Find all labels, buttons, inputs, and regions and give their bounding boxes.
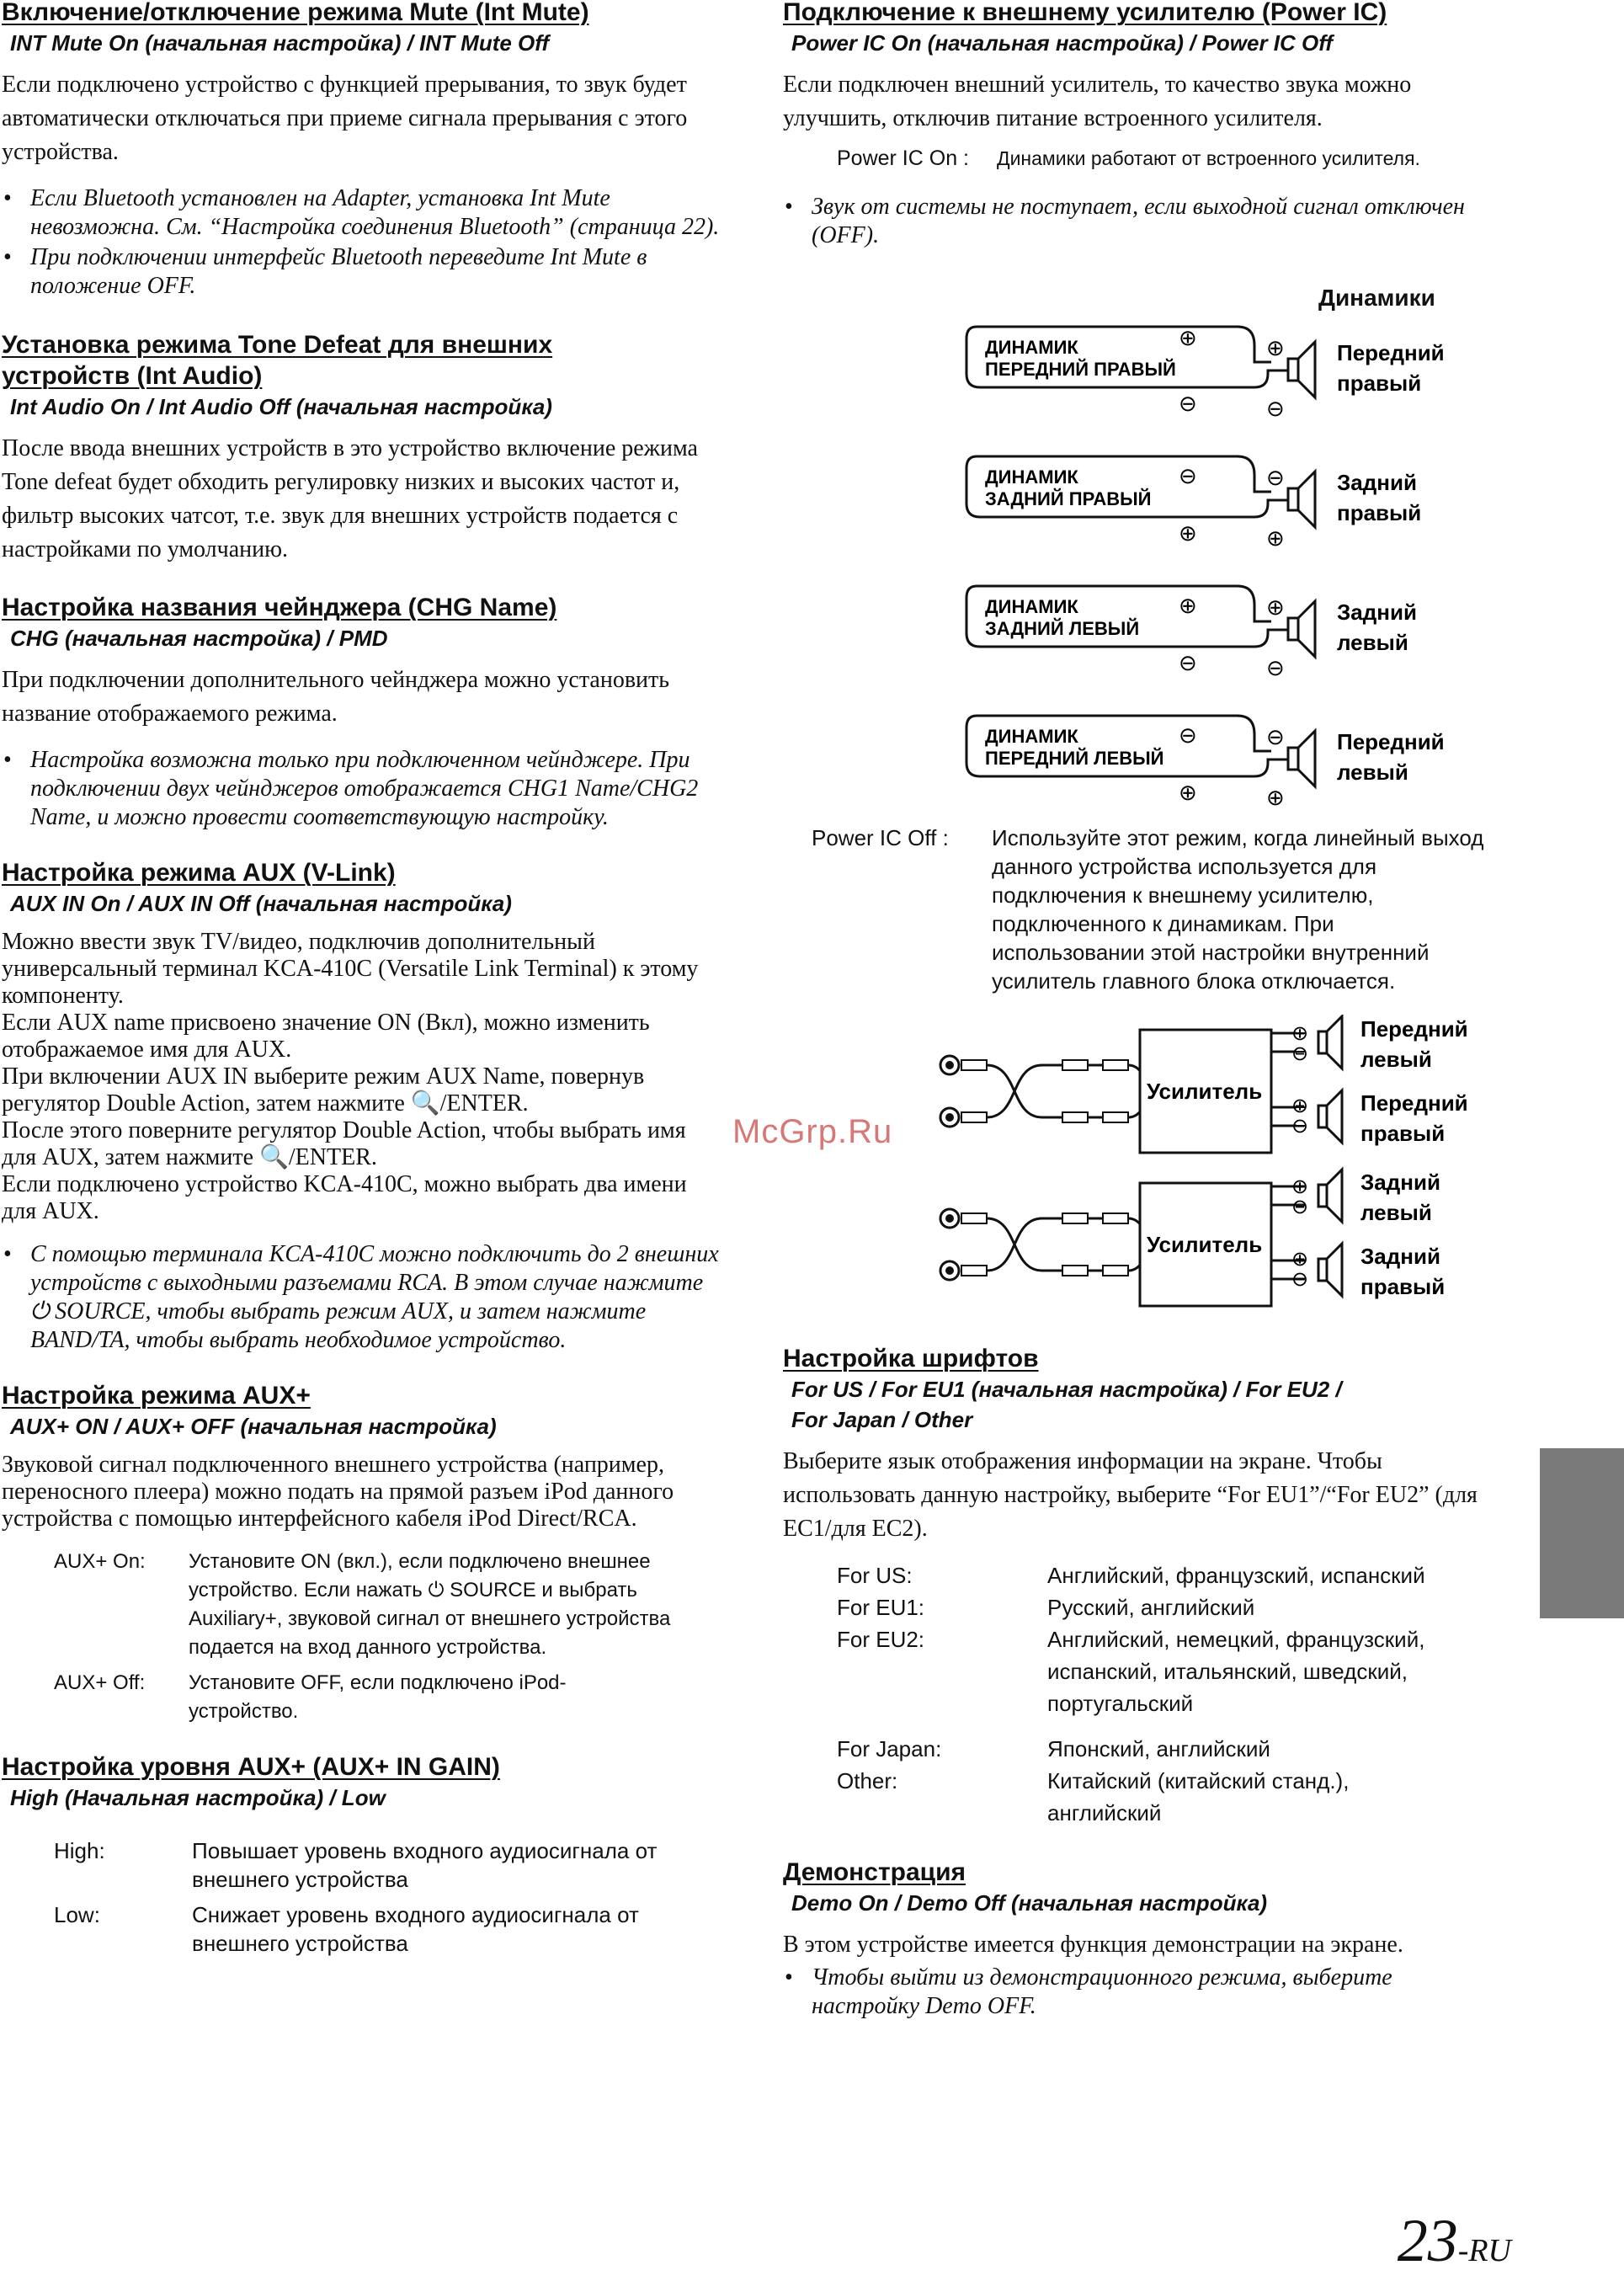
- rca-plug-icon: [1103, 1112, 1128, 1122]
- speaker-row-front-right: [966, 325, 1445, 421]
- speaker-icon: [1327, 1170, 1342, 1222]
- speaker-name-line2: ЗАДНИЙ ПРАВЫЙ: [985, 488, 1152, 509]
- definition-term: High:: [54, 1838, 105, 1863]
- section-chg-name: [2, 592, 726, 832]
- polarity-sign: ⊖: [1266, 465, 1285, 490]
- polarity-sign: ⊖: [1291, 1115, 1309, 1138]
- polarity-sign: ⊕: [1266, 785, 1285, 810]
- polarity-sign: ⊕: [1266, 335, 1285, 360]
- section-title: Настройка режима AUX+: [2, 1382, 311, 1410]
- section-title: Настройка режима AUX (V-Link): [2, 859, 396, 887]
- speaker-row-rear-left: [966, 586, 1417, 680]
- section-options: For US / For EU1 (начальная настройка) / For EU2 /: [791, 1377, 1342, 1402]
- definition-row: [837, 1591, 1499, 1623]
- notes-list: [783, 193, 1499, 250]
- polarity-sign: ⊕: [1179, 520, 1197, 546]
- rca-cable: [987, 1218, 1042, 1271]
- definition-table: [54, 1836, 726, 1958]
- speaker-icon: [1298, 472, 1315, 527]
- polarity-sign: ⊖: [1266, 396, 1285, 421]
- section-body: Выберите язык отображения информации на экране. Чтобы использовать данную настройку, выберите “For EU1”/“For EU2” (для EC1/для EC2).: [783, 1448, 1478, 1542]
- section-options: INT Mute On (начальная настройка) / INT Mute Off: [10, 30, 550, 56]
- definition-desc: Установите OFF, если подключено iPod-устройство.: [189, 1671, 567, 1723]
- note-item: • Чтобы выйти из демонстрационного режима, выберите настройку Demo OFF.: [783, 1964, 1499, 2021]
- definition-row-power-on: [837, 144, 1499, 173]
- section-tone-defeat: [2, 329, 726, 567]
- section-aux-gain: [2, 1751, 726, 1958]
- definition-table: [837, 1559, 1499, 1829]
- amplifier-wiring-svg: [783, 1015, 1499, 1318]
- section-body: При подключении дополнительного чейнджера можно установить название отображаемого режима.: [2, 667, 670, 727]
- section-body: Звуковой сигнал подключенного внешнего устройства (например, переносного плеера) можно подать на прямой разъем iPod данного устройства с помощью интерфейсного кабеля iPod Direct/RCA.: [2, 1452, 674, 1532]
- notes-list: [783, 1964, 1499, 2021]
- section-options: CHG (начальная настройка) / PMD: [10, 626, 388, 651]
- speaker-label: правый: [1337, 500, 1422, 525]
- polarity-sign: ⊕: [1291, 1022, 1309, 1045]
- amplifier-group-2: [940, 1170, 1445, 1306]
- definition-desc: Японский, английский: [1047, 1736, 1270, 1761]
- page-number-suffix: -RU: [1457, 2233, 1511, 2268]
- polarity-sign: ⊖: [1291, 1268, 1309, 1291]
- definition-row: [54, 1836, 726, 1894]
- definition-row: [54, 1548, 726, 1662]
- speaker-name-line2: ПЕРЕДНИЙ ЛЕВЫЙ: [985, 748, 1164, 769]
- note-item: • При подключении интерфейс Bluetooth переведите Int Mute в положение OFF.: [2, 243, 726, 301]
- section-int-mute: [2, 0, 726, 301]
- definition-table: [54, 1548, 726, 1726]
- speaker-icon: [1327, 1244, 1342, 1296]
- section-body: Если AUX name присвоено значение ON (Вкл), можно изменить отображаемое имя для AUX.: [2, 1010, 650, 1063]
- speaker-row-front-left: [966, 716, 1445, 810]
- definition-desc: Динамики работают от встроенного усилителя.: [997, 147, 1420, 169]
- section-body: В этом устройстве имеется функция демонстрации на экране.: [783, 1932, 1403, 1958]
- speaker-label: Передний: [1360, 1016, 1468, 1042]
- speaker-icon: [1327, 1090, 1342, 1143]
- speaker-label: Передний: [1337, 340, 1445, 365]
- rca-jack-icon: [945, 1266, 954, 1275]
- definition-term: Other:: [837, 1768, 898, 1793]
- polarity-sign: ⊖: [1179, 650, 1197, 675]
- section-options: AUX+ ON / AUX+ OFF (начальная настройка): [10, 1414, 497, 1439]
- speaker-icon: [1288, 488, 1298, 510]
- section-options: Power IC On (начальная настройка) / Power IC Off: [791, 30, 1334, 56]
- speaker-label: Задний: [1337, 600, 1417, 625]
- polarity-sign: ⊕: [1179, 593, 1197, 618]
- notes-list: [2, 184, 726, 301]
- section-options: For Japan / Other: [791, 1407, 973, 1432]
- speaker-name-line1: ДИНАМИК: [985, 337, 1078, 358]
- rca-cable: [1088, 1065, 1103, 1117]
- section-body: После этого поверните регулятор Double Action, чтобы выбрать имя для AUX, затем нажмите 🔍/ENTER.: [2, 1117, 686, 1170]
- definition-row-power-off: [812, 823, 1485, 995]
- speaker-label: правый: [1360, 1121, 1446, 1146]
- polarity-sign: ⊕: [1291, 1248, 1309, 1271]
- definition-term: Power IC On :: [837, 147, 969, 170]
- definition-term: For EU2:: [837, 1627, 925, 1652]
- polarity-sign: ⊖: [1179, 722, 1197, 748]
- section-body: Если подключен внешний усилитель, то качество звука можно улучшить, отключив питание встроенного усилителя.: [783, 72, 1412, 131]
- rca-plug-icon: [1103, 1060, 1128, 1070]
- section-body: При включении AUX IN выберите режим AUX Name, повернув регулятор Double Action, затем нажмите 🔍/ENTER.: [2, 1063, 645, 1117]
- rca-plug-icon: [961, 1266, 987, 1276]
- rca-cable: [987, 1065, 1042, 1117]
- speaker-icon: [1327, 1016, 1342, 1069]
- speaker-label: левый: [1360, 1200, 1432, 1225]
- definition-row: [54, 1669, 726, 1726]
- rca-cable: [1042, 1218, 1062, 1271]
- note-item: • Если Bluetooth установлен на Adapter, установка Int Mute невозможна. См. “Настройка соединения Bluetooth” (страница 22).: [2, 184, 726, 242]
- section-body: Если подключено устройство с функцией прерывания, то звук будет автоматически отключаться при приеме сигнала прерывания с этого устройства.: [2, 72, 688, 165]
- section-options: Demo On / Demo Off (начальная настройка): [791, 1890, 1268, 1916]
- speaker-name-line1: ДИНАМИК: [985, 596, 1078, 617]
- amplifier-label: Усилитель: [1147, 1232, 1263, 1257]
- speaker-label: правый: [1337, 370, 1422, 396]
- speaker-icon: [1288, 618, 1298, 640]
- rca-plug-icon: [1103, 1213, 1128, 1223]
- definition-term: For US:: [837, 1563, 913, 1588]
- watermark: McGrp.Ru: [732, 1113, 893, 1150]
- speaker-icon: [1298, 601, 1315, 657]
- speaker-label: левый: [1337, 759, 1408, 785]
- polarity-sign: ⊖: [1266, 655, 1285, 680]
- rca-plug-icon: [1062, 1112, 1088, 1122]
- speaker-label: правый: [1360, 1274, 1446, 1299]
- section-title: Включение/отключение режима Mute (Int Mute): [2, 0, 589, 26]
- amplifier-wiring-diagram: [783, 1015, 1499, 1318]
- polarity-sign: ⊕: [1266, 594, 1285, 620]
- speaker-name-line2: ЗАДНИЙ ЛЕВЫЙ: [985, 618, 1140, 639]
- rca-plug-icon: [1103, 1266, 1128, 1276]
- polarity-sign: ⊕: [1179, 780, 1197, 805]
- section-demo: [783, 1857, 1499, 2023]
- section-power-ic: [783, 0, 1499, 250]
- section-aux-vlink: [2, 857, 726, 1355]
- speaker-label: Задний: [1337, 470, 1417, 495]
- definition-term: AUX+ Off:: [54, 1671, 146, 1694]
- section-title: Установка режима Tone Defeat для внешних устройств (Int Audio): [2, 331, 553, 390]
- note-item: • Звук от системы не поступает, если выходной сигнал отключен (OFF).: [783, 193, 1499, 250]
- polarity-sign: ⊖: [1179, 391, 1197, 416]
- speaker-label: левый: [1337, 630, 1408, 655]
- rca-jack-icon: [945, 1061, 954, 1069]
- definition-desc: Установите ON (вкл.), если подключено внешнее устройство. Если нажать ⏻ SOURCE и выбрать Auxiliary+, звуковой сигнал от внешнего устройства подается на вход данного устройства.: [189, 1550, 671, 1659]
- chapter-tab-marker: [1540, 1448, 1624, 1618]
- speaker-name-line1: ДИНАМИК: [985, 726, 1078, 747]
- rca-plug-icon: [1062, 1060, 1088, 1070]
- rca-plug-icon: [961, 1213, 987, 1223]
- definition-desc: Английский, французский, испанский: [1047, 1563, 1425, 1588]
- definition-desc: Снижает уровень входного аудиосигнала от внешнего устройства: [192, 1902, 639, 1956]
- polarity-sign: ⊖: [1291, 1042, 1309, 1065]
- speaker-row-rear-right: [966, 456, 1421, 551]
- definition-desc: Повышает уровень входного аудиосигнала от внешнего устройства: [192, 1838, 658, 1892]
- speaker-icon: [1288, 748, 1298, 770]
- section-title: Демонстрация: [783, 1858, 966, 1886]
- speakers-heading: Динамики: [1318, 285, 1435, 311]
- speaker-wiring-diagram: [783, 278, 1499, 817]
- definition-term: For EU1:: [837, 1595, 925, 1620]
- polarity-sign: ⊕: [1291, 1095, 1309, 1117]
- section-options: Int Audio On / Int Audio Off (начальная настройка): [10, 394, 552, 419]
- section-title: Настройка названия чейнджера (CHG Name): [2, 594, 557, 621]
- speaker-label: левый: [1360, 1047, 1432, 1072]
- rca-plug-icon: [961, 1112, 987, 1122]
- definition-desc: Русский, английский: [1047, 1595, 1255, 1620]
- definition-term: Low:: [54, 1902, 100, 1927]
- polarity-sign: ⊖: [1291, 1196, 1309, 1218]
- definition-term: For Japan:: [837, 1736, 942, 1761]
- page-number-value: 23: [1397, 2207, 1458, 2274]
- polarity-sign: ⊕: [1291, 1175, 1309, 1198]
- note-item: • С помощью терминала KCA-410C можно подключить до 2 внешних устройств с выходными разъемами RCA. В этом случае нажмите ⏻ SOURCE, чтобы выбрать режим AUX, и затем нажмите BAND/TA, чтобы выбрать необходимое устройство.: [2, 1240, 726, 1355]
- definition-row: [837, 1733, 1499, 1765]
- rca-plug-icon: [1062, 1266, 1088, 1276]
- section-options: High (Начальная настройка) / Low: [10, 1785, 386, 1810]
- polarity-sign: ⊖: [1179, 463, 1197, 488]
- notes-list: [2, 1240, 726, 1355]
- section-title: Подключение к внешнему усилителю (Power IC): [783, 0, 1387, 26]
- section-title: Настройка шрифтов: [783, 1345, 1039, 1372]
- definition-row: [837, 1623, 1499, 1719]
- definition-term: Power IC Off :: [812, 825, 949, 850]
- notes-list: [2, 746, 726, 832]
- left-column: [2, 0, 726, 1964]
- rca-jack-icon: [945, 1214, 954, 1223]
- note-item: • Настройка возможна только при подключенном чейнджере. При подключении двух чейнджеров отображается CHG1 Name/CHG2 Name, и можно провести соответствующую настройку.: [2, 746, 726, 832]
- speaker-label: Передний: [1360, 1090, 1468, 1116]
- rca-plug-icon: [1062, 1213, 1088, 1223]
- definition-row: [837, 1765, 1499, 1829]
- speaker-wiring-svg: [783, 278, 1499, 817]
- definition-desc: Используйте этот режим, когда линейный выход данного устройства используется для подключения к внешнему усилителю, подключенного к динамикам. При использовании этой настройки внутренний усилитель главного блока отключается.: [992, 825, 1484, 994]
- speaker-icon: [1288, 359, 1298, 381]
- section-title: Настройка уровня AUX+ (AUX+ IN GAIN): [2, 1753, 500, 1781]
- page-number: [1397, 2207, 1511, 2281]
- definition-desc: Китайский (китайский станд.), английский: [1047, 1768, 1350, 1825]
- speaker-name-line2: ПЕРЕДНИЙ ПРАВЫЙ: [985, 359, 1176, 380]
- speaker-icon: [1298, 342, 1315, 397]
- polarity-sign: ⊕: [1179, 325, 1197, 350]
- speaker-label: Передний: [1337, 729, 1445, 754]
- definition-row: [837, 1559, 1499, 1591]
- definition-row: [54, 1900, 726, 1958]
- rca-jack-icon: [945, 1113, 954, 1122]
- section-aux-plus: [2, 1380, 726, 1726]
- rca-plug-icon: [961, 1060, 987, 1070]
- section-body: Можно ввести звук TV/видео, подключив дополнительный универсальный терминал KCA-410C (Versatile Link Terminal) к этому компоненту.: [2, 929, 699, 1009]
- section-body: После ввода внешних устройств в это устройство включение режима Tone defeat будет обходить регулировку низких и высоких частот и, фильтр высоких чатсот, т.е. звук для внешних устройств подается с настройками по умолчанию.: [2, 435, 698, 562]
- section-fonts: [783, 1343, 1499, 1829]
- definition-term: AUX+ On:: [54, 1550, 146, 1573]
- section-options: AUX IN On / AUX IN Off (начальная настройка): [10, 891, 512, 916]
- speaker-name-line1: ДИНАМИК: [985, 466, 1078, 488]
- speaker-label: Задний: [1360, 1170, 1440, 1195]
- speaker-label: Задний: [1360, 1244, 1440, 1269]
- polarity-sign: ⊕: [1266, 525, 1285, 551]
- amplifier-group-1: [940, 1016, 1468, 1153]
- amplifier-label: Усилитель: [1147, 1079, 1263, 1104]
- section-body: Если подключено устройство KCA-410C, можно выбрать два имени для AUX.: [2, 1171, 687, 1224]
- speaker-icon: [1298, 731, 1315, 786]
- polarity-sign: ⊖: [1266, 724, 1285, 749]
- rca-cable: [1088, 1218, 1103, 1271]
- definition-desc: Английский, немецкий, французский, испанский, итальянский, шведский, португальский: [1047, 1627, 1425, 1716]
